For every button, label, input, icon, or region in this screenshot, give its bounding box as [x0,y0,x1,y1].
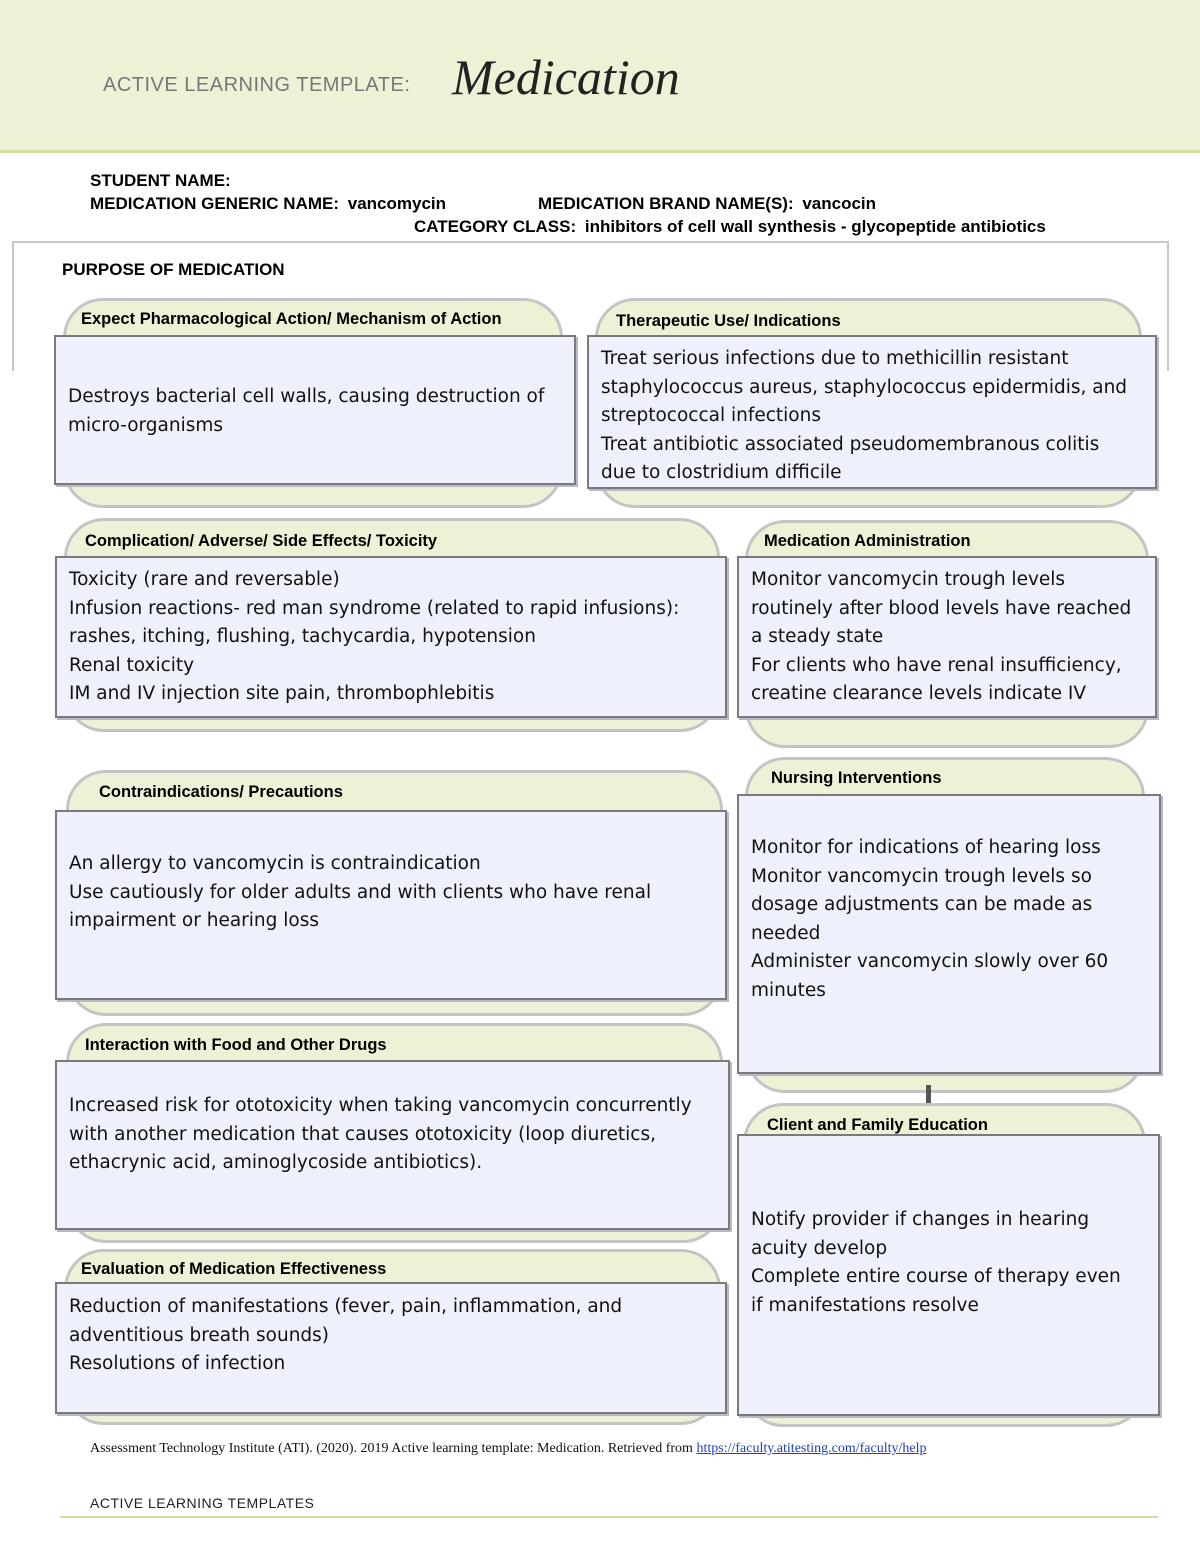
text-line: Treat serious infections due to methicillin resistant [601,348,1069,369]
text-line: adventitious breath sounds) [69,1324,330,1346]
category-class-row [414,217,1046,237]
evaluation-box [55,1282,727,1414]
citation [90,1441,927,1457]
text-line: dosage adjustments can be made as [751,894,1093,915]
complications-title: Complication/ Adverse/ Side Effects/ Toxicity [85,532,438,550]
category-class-value: inhibitors of cell wall synthesis - glycopeptide antibiotics [584,217,1046,236]
therapeutic-title: Therapeutic Use/ Indications [616,312,841,330]
administration-box [737,556,1157,718]
text-line: Infusion reactions- red man syndrome (related to rapid infusions): [69,597,680,619]
mechanism-box [54,335,576,485]
footer-label: ACTIVE LEARNING TEMPLATES [90,1495,315,1511]
text-line: with another medication that causes ototoxicity (loop diuretics, [69,1123,656,1145]
text-line: For clients who have renal insufficiency, [751,654,1122,676]
text-line: routinely after blood levels have reached [751,597,1132,619]
header-band [0,0,1200,153]
text-line: An allergy to vancomycin is contraindication [69,853,481,874]
brand-name-value: vancocin [802,194,877,213]
generic-name-value: vancomycin [347,194,447,213]
text-line: Administer vancomycin slowly over 60 [751,951,1109,972]
text-line: staphylococcus aureus, staphylococcus epidermidis, and [601,376,1128,398]
text-line: creatine clearance levels indicate IV [751,683,1086,704]
category-class-label: CATEGORY CLASS: [414,217,577,236]
text-line: Notify provider if changes in hearing [751,1209,1090,1230]
text-line: rashes, itching, flushing, tachycardia, hypotension [69,626,536,647]
text-line: needed [751,922,821,944]
text-line: Treat antibiotic associated pseudomembranous colitis [601,433,1100,455]
complications-box [55,556,727,718]
generic-name-row [90,194,446,214]
text-line: IM and IV injection site pain, thrombophlebitis [69,683,495,704]
student-name-label: STUDENT NAME: [90,171,231,190]
therapeutic-box [587,335,1157,489]
text-line: Monitor vancomycin trough levels [751,569,1066,590]
brand-name-row [538,194,876,214]
student-name-row [90,171,231,191]
mechanism-title: Expect Pharmacological Action/ Mechanism of Action [81,310,502,328]
text-line: Monitor for indications of hearing loss [751,837,1101,858]
contraindications-box [55,810,727,1000]
brand-name-label: MEDICATION BRAND NAME(S): [538,194,794,213]
nursing-box [737,794,1161,1074]
text-line: impairment or hearing loss [69,910,320,931]
text-line: streptococcal infections [601,405,821,426]
text-line: Increased risk for ototoxicity when taking vancomycin concurrently [69,1095,692,1116]
page-title: Medication [452,49,680,105]
education-box [737,1134,1160,1416]
citation-link[interactable]: https://faculty.atitesting.com/faculty/help [696,1441,927,1456]
text-line: Toxicity (rare and reversable) [69,569,340,590]
text-line: due to clostridium difficile [601,462,842,483]
evaluation-title: Evaluation of Medication Effectiveness [81,1260,387,1278]
text-line: micro-organisms [68,414,224,436]
administration-title: Medication Administration [764,532,971,550]
contraindications-title: Contraindications/ Precautions [99,783,343,801]
text-line: minutes [751,979,826,1001]
citation-text: Assessment Technology Institute (ATI). (2020). 2019 Active learning template: Medication. Retrieved from [90,1441,693,1456]
text-line: if manifestations resolve [751,1294,979,1316]
text-line: Complete entire course of therapy even [751,1266,1121,1287]
connector [926,1085,931,1103]
interactions-title: Interaction with Food and Other Drugs [85,1036,387,1054]
text-line: Monitor vancomycin trough levels so [751,865,1092,887]
nursing-title: Nursing Interventions [771,769,942,787]
text-line: Use cautiously for older adults and with clients who have renal [69,881,652,903]
generic-name-label: MEDICATION GENERIC NAME: [90,194,340,213]
text-line: Renal toxicity [69,654,195,676]
text-line: Destroys bacterial cell walls, causing destruction of [68,386,545,407]
text-line: ethacrynic acid, aminoglycoside antibiotics). [69,1152,483,1173]
text-line: a steady state [751,626,884,647]
interactions-box [55,1060,730,1230]
education-title: Client and Family Education [767,1116,988,1134]
text-line: acuity develop [751,1237,888,1259]
purpose-label: PURPOSE OF MEDICATION [62,260,285,279]
text-line: Resolutions of infection [69,1353,286,1374]
text-line: Reduction of manifestations (fever, pain, inflammation, and [69,1296,623,1317]
footer-divider [60,1516,1158,1518]
template-prefix: ACTIVE LEARNING TEMPLATE: [103,74,411,96]
